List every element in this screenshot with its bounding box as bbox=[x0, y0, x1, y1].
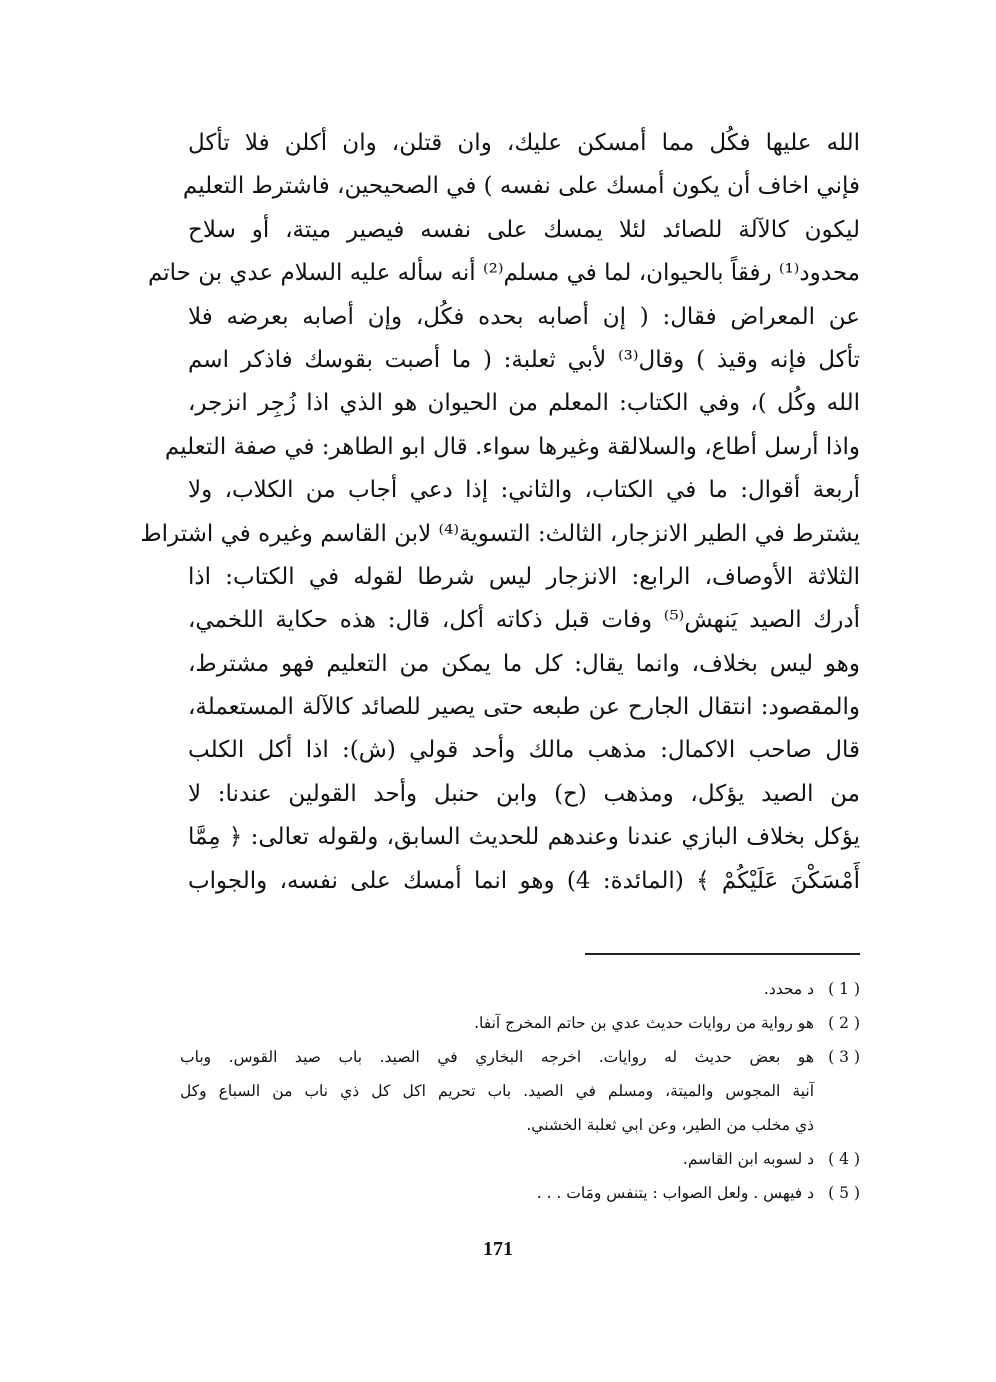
text-line: أدرك الصيد يَنهش⁽⁵⁾ وفات قبل ذكاته أكل، قال: هذه حكاية اللخمي، bbox=[188, 607, 860, 634]
text-line: عن المعراض فقال: ( إن أصابه بحده فكُل، وإن أصابه بعرضه فلا bbox=[188, 303, 860, 330]
text-line: والمقصود: انتقال الجارح عن طبعه حتى يصير للصائد كالآلة المستعملة، bbox=[188, 694, 860, 721]
text-line: تأكل فإنه وقيذ ) وقال⁽³⁾ لأبي ثعلبة: ( ما أصبت بقوسك فاذكر اسم bbox=[188, 346, 860, 373]
footnote-number: ( 5 ) bbox=[828, 1184, 860, 1202]
text-line: من الصيد يؤكل، ومذهب (ح) وابن حنبل وأحد القولين عندنا: لا bbox=[188, 780, 860, 807]
footnote-text: آنية المجوس والميتة، ومسلم في الصيد. باب تحريم اكل كل ذي ناب من السباع وكل bbox=[180, 1082, 814, 1100]
text-line: محدود⁽¹⁾ رفقاً بالحيوان، لما في مسلم⁽²⁾ أنه سأله عليه السلام عدي بن حاتم bbox=[147, 260, 860, 287]
footnotes-block bbox=[180, 972, 860, 1210]
text-line: وهو ليس بخلاف، وانما يقال: كل ما يمكن من التعليم فهو مشترط، bbox=[188, 650, 860, 677]
footnote-text: د محدد. bbox=[763, 980, 814, 998]
footnote-separator bbox=[585, 953, 860, 955]
footnote bbox=[180, 1142, 860, 1176]
footnote-number: ( 4 ) bbox=[828, 1150, 860, 1168]
footnote bbox=[180, 1176, 860, 1210]
footnote-number: ( 2 ) bbox=[828, 1014, 860, 1032]
main-text-block bbox=[140, 122, 860, 903]
footnote bbox=[180, 1040, 860, 1142]
text-line: الثلاثة الأوصاف، الرابع: الانزجار ليس شرطا لقوله في الكتاب: اذا bbox=[188, 563, 860, 590]
footnote-number: ( 1 ) bbox=[828, 980, 860, 998]
text-line: يؤكل بخلاف البازي عندنا وعندهم للحديث السابق، ولقوله تعالى: ﴿ مِمَّا bbox=[188, 824, 860, 851]
text-line: واذا أرسل أطاع، والسلالقة وغيرها سواء. قال ابو الطاهر: في صفة التعليم bbox=[164, 433, 860, 460]
text-line: قال صاحب الاكمال: مذهب مالك وأحد قولي (ش): اذا أكل الكلب bbox=[188, 737, 860, 764]
footnote-text: د لسوبه ابن القاسم. bbox=[682, 1150, 814, 1168]
footnote-text: هو رواية من روايات حديث عدي بن حاتم المخرج آنفا. bbox=[474, 1014, 814, 1032]
text-line: أربعة أقوال: ما في الكتاب، والثاني: إذا دعي أجاب من الكلاب، ولا bbox=[188, 477, 860, 504]
text-line: فإني اخاف أن يكون أمسك على نفسه ) في الصحيحين، فاشترط التعليم bbox=[182, 173, 860, 200]
text-line: أَمْسَكْنَ عَلَيْكُمْ ﴾ (المائدة: 4) وهو انما أمسك على نفسه، والجواب bbox=[188, 867, 860, 894]
footnote-text: د فيهس . ولعل الصواب : يتنفس ومَات . . . bbox=[536, 1184, 814, 1202]
footnote bbox=[180, 972, 860, 1006]
text-line: يشترط في الطير الانزجار، الثالث: التسوية⁽⁴⁾ لابن القاسم وغيره في اشتراط bbox=[140, 520, 860, 547]
footnote bbox=[180, 1006, 860, 1040]
text-line: الله وكُل )، وفي الكتاب: المعلم من الحيوان هو الذي اذا زُجِر انزجر، bbox=[188, 390, 860, 417]
footnote-text: ذي مخلب من الطير، وعن ابي ثعلبة الخشني. bbox=[526, 1116, 814, 1134]
footnote-number: ( 3 ) bbox=[828, 1048, 860, 1066]
text-line: الله عليها فكُل مما أمسكن عليك، وان قتلن، وان أكلن فلا تأكل bbox=[188, 130, 860, 156]
footnote-text: هو بعض حديث له روايات. اخرجه البخاري في الصيد. باب صيد القوس. وباب bbox=[180, 1048, 814, 1066]
text-line: ليكون كالآلة للصائد لئلا يمسك على نفسه فيصير ميتة، أو سلاح bbox=[188, 216, 860, 243]
page-number: 171 bbox=[483, 1238, 513, 1260]
